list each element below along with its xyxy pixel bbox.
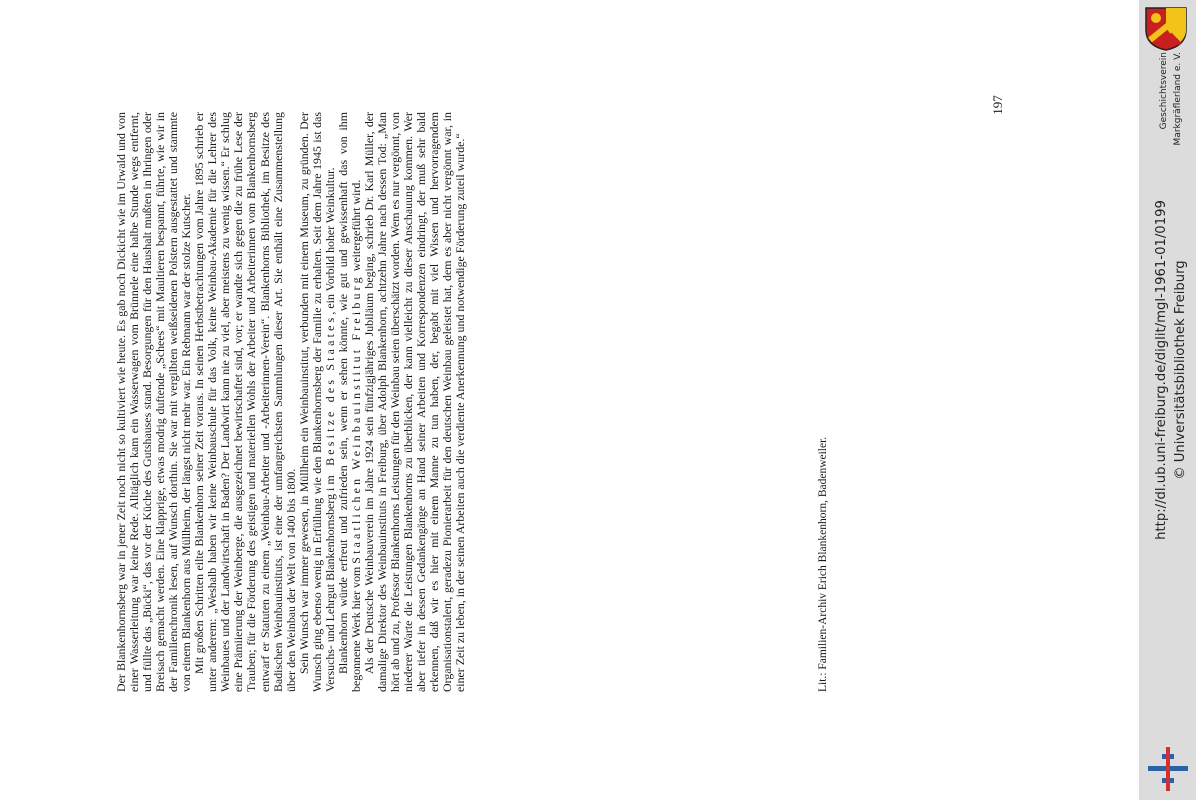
paragraph-4-text: Blankenhorn würde erfreut und zufrieden sein, wenn er sehen könnte, wie gut und gewissenhaft das von ihm begonnene Werk hier vom bbox=[335, 112, 363, 692]
library-logo bbox=[1148, 747, 1188, 791]
paragraph-4-tail: weitergeführt wird. bbox=[348, 179, 363, 275]
literature-reference: Lit.: Familien-Archiv Erich Blankenhorn, Badenweiler. bbox=[817, 436, 829, 692]
paragraph-3-spaced-text: im Besitze des Staates bbox=[322, 314, 337, 491]
page-number: 197 bbox=[990, 95, 1005, 115]
paragraph-5: Als der Deutsche Weinbauverein im Jahre 1924 sein fünfzigjähriges Jubiläum beging, schrieb Dr. Karl Müller, der damalige Direktor des Weinbauinstituts in Freiburg, über Adolph Blankenhorn, achtzehn Jahre nach dessen Tod: „Man hört ab und zu, Professor Blankenhorns Leistungen für den Weinbau seien überschätzt worden. Wem es nur vergönnt, von niederer Warte die Leistungen Blankenhorns zu überblicken, der kann vielleicht zu dieser Anschauung kommen. Wer aber tiefer in dessen Gedankengänge an Hand seiner Arbeiten und Korrespondenzen eindringt, der muß sehr bald erkennen, daß wir es hier mit einem Manne zu tun haben, der, begabt mit viel Wissen und hervorragendem Organisationstalent, geradezu Pionierarbeit für den deutschen Weinbau geleistet hat, dem es aber nicht vergönnt war, in einer Zeit zu leben, in der seinen Arbeiten auch die verdiente Anerkennung und notwendige Förderung zuteil wurde.“ bbox=[361, 112, 468, 692]
paragraph-3-tail: , ein Vorbild hoher Weinkultur. bbox=[322, 167, 337, 315]
paragraph-3 bbox=[298, 112, 337, 692]
document-page bbox=[100, 0, 1100, 800]
paragraph-4 bbox=[337, 112, 363, 692]
coat-of-arms-logo bbox=[1142, 4, 1190, 52]
paragraph-2: Mit großen Schritten eilte Blankenhorn seiner Zeit voraus. In seinen Herbstbetrachtungen vom Jahre 1895 schrieb er unter anderem: „Weshalb haben wir keine Weinbauschule für das Volk, keine Weinbau-Akademie für die Lehrer des Weinbaues und der Landwirtschaft in Baden? Der Landwirt kann nie zu viel, aber meistens zu wenig wissen.“ Er schlug eine Prämiierung der Weinberge, die ausgezeichnet bewirtschaftet sind, vor; er wandte sich gegen die zu frühe Lese der Trauben; für die Förderung des geistigen und materiellen Wohls der Arbeiter und Arbeiterinnen vom Blankenhornsberg entwarf er Statuten zu einem „Weinbau-Arbeiter und -Arbeiterinnen-Verein“. Blankenhorns Bibliothek, im Besitze des Badischen Weinbauinstituts, ist eine der umfangreichsten Sammlungen dieser Art. Sie enthält eine Zusammenstellung über den Weinbau der Welt von 1400 bis 1800. bbox=[192, 112, 298, 692]
copyright-text: © Universitätsbibliothek Freiburg bbox=[1173, 260, 1188, 480]
paragraph-1: Der Blankenhornsberg war in jener Zeit noch nicht so kultiviert wie heute. Es gab noch Dickicht wie im Urwald und von einer Wasserleitung war keine Rede. Alltäglich kam ein Wasserwagen vom Brünnele eine halbe Stunde wegs entfernt, und füllte das „Bücki“, das vor der Küche des Gutshauses stand. Besorgungen für den Haushalt mußten in Ihringen oder Breisach gemacht werden. Eine klapprige, etwas modrig duftende „Schees“ mit Maultieren bespannt, führte, wie wir in der Familienchronik lesen, auf Wunsch dorthin. Sie war mit vergilbten weißseidenen Polstern ausgestattet und stammte von einem Blankenhorn aus Müllheim, der längst nicht mehr war. Ein Rebmann war der stolze Kutscher. bbox=[114, 112, 194, 692]
paragraph-4-spaced-text: Staatlichen Weinbauinstitut Freiburg bbox=[348, 274, 363, 564]
source-url[interactable]: http://dl.ub.uni-freiburg.de/diglit/mgl-1961-01/0199 bbox=[1154, 200, 1169, 540]
society-name: Geschichtsverein bbox=[1159, 52, 1169, 130]
body-text bbox=[115, 112, 467, 692]
paragraph-3-text: Sein Wunsch war immer gewesen, in Müllheim ein Weinbauinstitut, verbunden mit einem Museum, zu gründen. Der Wunsch ging ebenso wenig in Erfüllung wie den Blankenhornsberg der Familie zu erhalten. Seit dem Jahre 1945 ist das Versuchs- und Lehrgut Blankenhornsberg bbox=[296, 112, 337, 692]
society-region: Markgräflerland e. V. bbox=[1173, 52, 1183, 146]
